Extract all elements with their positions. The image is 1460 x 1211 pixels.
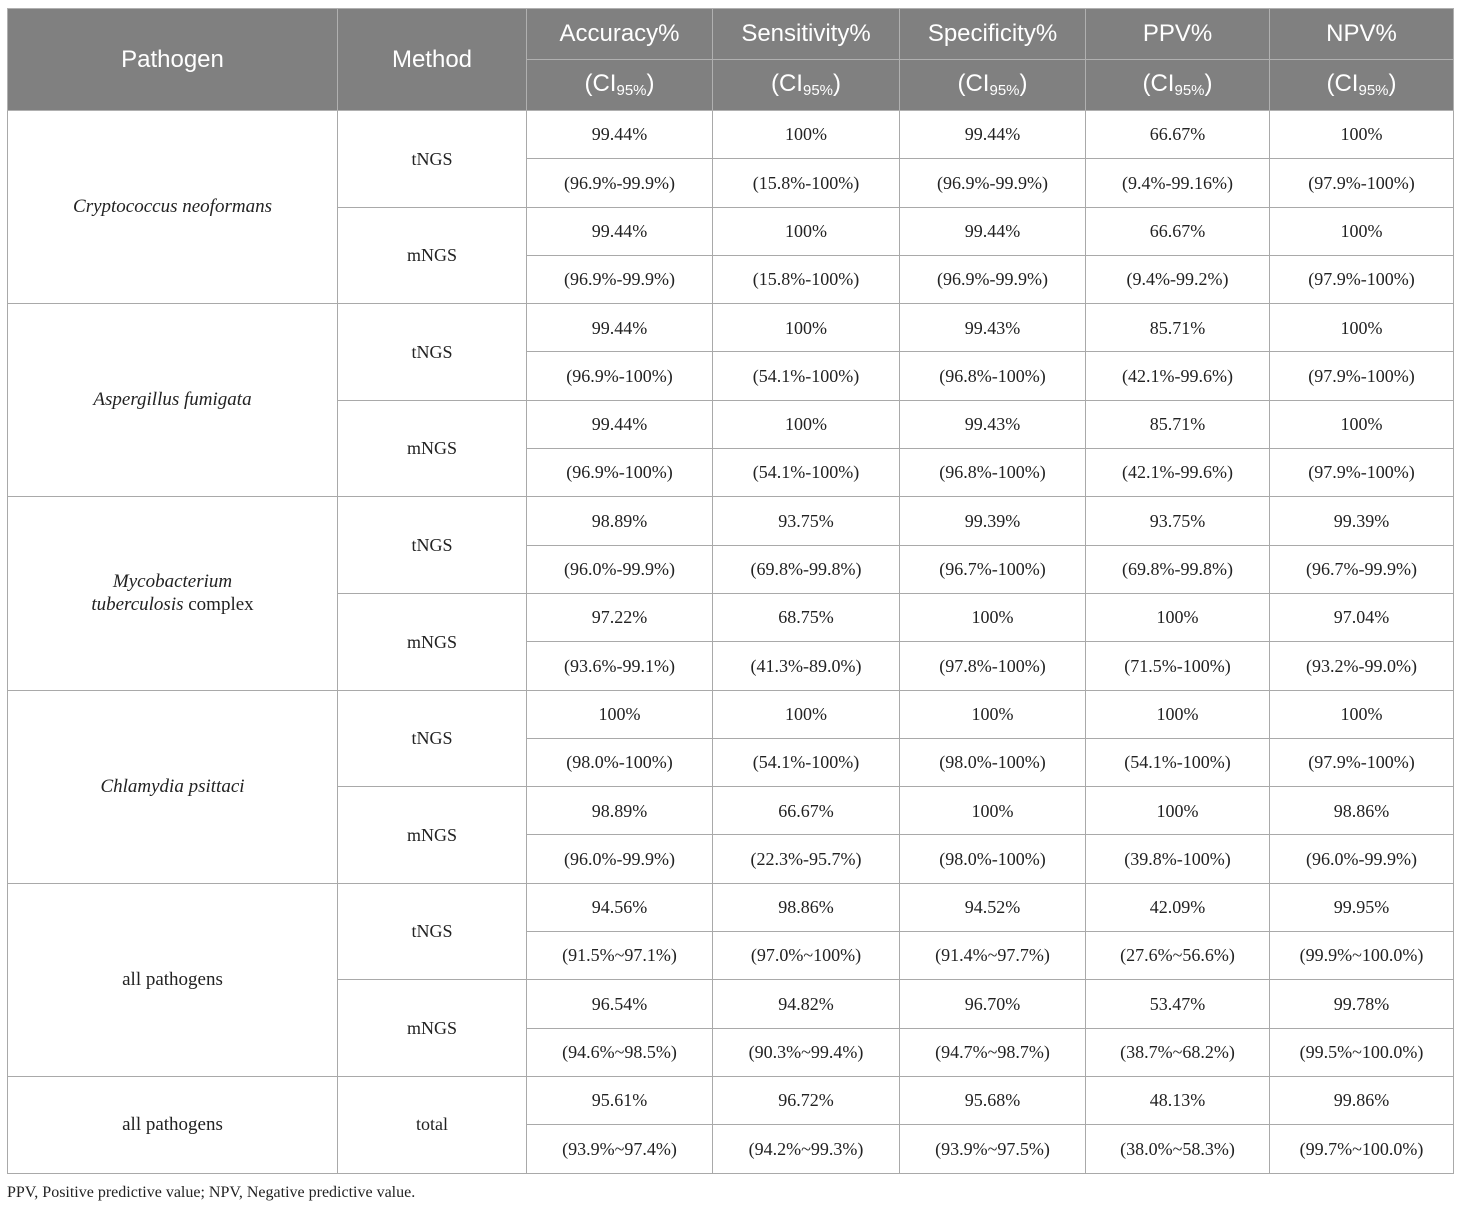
value-cell: 68.75% <box>713 593 900 641</box>
value-cell: 93.75% <box>1086 497 1270 545</box>
ci-cell: (90.3%~99.4%) <box>713 1028 900 1076</box>
header-method: Method <box>338 9 527 111</box>
header-ci: $(CI_{95\%})$ <box>1270 60 1454 111</box>
value-cell: 100% <box>1086 593 1270 641</box>
table-body <box>8 111 1454 1174</box>
ci-cell: (96.0%-99.9%) <box>527 545 713 593</box>
value-cell: 100% <box>900 787 1086 835</box>
pathogen-name-line: Mycobacterium <box>112 570 233 592</box>
value-cell: 66.67% <box>713 787 900 835</box>
table-row <box>8 304 1454 352</box>
method-cell: tNGS <box>338 111 527 208</box>
ci-cell: (99.5%~100.0%) <box>1270 1028 1454 1076</box>
ci-cell: (99.9%~100.0%) <box>1270 932 1454 980</box>
ci-cell: (99.7%~100.0%) <box>1270 1125 1454 1173</box>
value-cell: 99.44% <box>527 207 713 255</box>
method-cell: mNGS <box>338 207 527 304</box>
ci-cell: (96.9%-100%) <box>527 449 713 497</box>
ci-cell: (71.5%-100%) <box>1086 642 1270 690</box>
method-cell: mNGS <box>338 787 527 884</box>
value-cell: 98.89% <box>527 497 713 545</box>
table-row <box>8 111 1454 159</box>
ci-cell: (96.9%-99.9%) <box>527 159 713 207</box>
pathogen-cell <box>8 690 338 883</box>
value-cell: 100% <box>713 400 900 448</box>
value-cell: 98.86% <box>1270 787 1454 835</box>
value-cell: 99.44% <box>527 304 713 352</box>
ci-cell: (98.0%-100%) <box>900 835 1086 883</box>
ci-cell: (97.0%~100%) <box>713 932 900 980</box>
table-row <box>8 497 1454 545</box>
header-ci: $(CI_{95\%})$ <box>900 60 1086 111</box>
method-cell: mNGS <box>338 400 527 497</box>
pathogen-cell <box>8 1076 338 1173</box>
value-cell: 97.22% <box>527 593 713 641</box>
pathogen-name-line: tuberculosis complex <box>91 594 254 616</box>
value-cell: 100% <box>1270 111 1454 159</box>
ci-cell: (93.2%-99.0%) <box>1270 642 1454 690</box>
results-table <box>7 8 1454 1174</box>
pathogen-name-line: all pathogens <box>122 1113 223 1135</box>
method-cell: tNGS <box>338 304 527 401</box>
ci-cell: (69.8%-99.8%) <box>1086 545 1270 593</box>
ci-cell: (93.9%~97.4%) <box>527 1125 713 1173</box>
table-row <box>8 883 1454 931</box>
ci-cell: (54.1%-100%) <box>713 738 900 786</box>
value-cell: 99.39% <box>900 497 1086 545</box>
ci-cell: (98.0%-100%) <box>900 738 1086 786</box>
value-cell: 100% <box>1086 787 1270 835</box>
ci-cell: (54.1%-100%) <box>1086 738 1270 786</box>
footnote: PPV, Positive predictive value; NPV, Negative predictive value. <box>7 1184 416 1201</box>
pathogen-cell <box>8 883 338 1076</box>
ci-cell: (27.6%~56.6%) <box>1086 932 1270 980</box>
header-accuracy: Accuracy% <box>527 9 713 60</box>
value-cell: 96.54% <box>527 980 713 1028</box>
value-cell: 94.56% <box>527 883 713 931</box>
value-cell: 100% <box>713 111 900 159</box>
value-cell: 100% <box>713 207 900 255</box>
ci-cell: (97.9%-100%) <box>1270 738 1454 786</box>
ci-cell: (97.9%-100%) <box>1270 352 1454 400</box>
value-cell: 98.89% <box>527 787 713 835</box>
header-ci: $(CI_{95\%})$ <box>1086 60 1270 111</box>
value-cell: 100% <box>1270 400 1454 448</box>
pathogen-cell <box>8 304 338 497</box>
table-header <box>8 9 1454 111</box>
ci-cell: (9.4%-99.16%) <box>1086 159 1270 207</box>
ci-cell: (69.8%-99.8%) <box>713 545 900 593</box>
value-cell: 100% <box>1270 690 1454 738</box>
header-ppv: PPV% <box>1086 9 1270 60</box>
ci-cell: (96.9%-99.9%) <box>900 159 1086 207</box>
value-cell: 99.44% <box>527 400 713 448</box>
header-ci: $(CI_{95\%})$ <box>527 60 713 111</box>
value-cell: 99.78% <box>1270 980 1454 1028</box>
ci-cell: (9.4%-99.2%) <box>1086 255 1270 303</box>
ci-cell: (42.1%-99.6%) <box>1086 449 1270 497</box>
value-cell: 99.44% <box>527 111 713 159</box>
ci-cell: (96.0%-99.9%) <box>527 835 713 883</box>
value-cell: 94.82% <box>713 980 900 1028</box>
ci-cell: (97.9%-100%) <box>1270 159 1454 207</box>
value-cell: 66.67% <box>1086 207 1270 255</box>
value-cell: 99.95% <box>1270 883 1454 931</box>
value-cell: 99.44% <box>900 207 1086 255</box>
method-cell: tNGS <box>338 883 527 980</box>
ci-cell: (98.0%-100%) <box>527 738 713 786</box>
ci-cell: (22.3%-95.7%) <box>713 835 900 883</box>
ci-cell: (41.3%-89.0%) <box>713 642 900 690</box>
table-row <box>8 1076 1454 1124</box>
method-cell: total <box>338 1076 527 1173</box>
value-cell: 99.39% <box>1270 497 1454 545</box>
value-cell: 93.75% <box>713 497 900 545</box>
table-row <box>8 690 1454 738</box>
value-cell: 42.09% <box>1086 883 1270 931</box>
value-cell: 99.43% <box>900 304 1086 352</box>
ci-cell: (97.9%-100%) <box>1270 255 1454 303</box>
ci-cell: (54.1%-100%) <box>713 352 900 400</box>
value-cell: 66.67% <box>1086 111 1270 159</box>
method-cell: mNGS <box>338 980 527 1077</box>
ci-cell: (93.6%-99.1%) <box>527 642 713 690</box>
value-cell: 97.04% <box>1270 593 1454 641</box>
ci-cell: (97.8%-100%) <box>900 642 1086 690</box>
ci-cell: (96.7%-100%) <box>900 545 1086 593</box>
value-cell: 100% <box>900 690 1086 738</box>
value-cell: 99.44% <box>900 111 1086 159</box>
ci-cell: (96.0%-99.9%) <box>1270 835 1454 883</box>
method-cell: tNGS <box>338 690 527 787</box>
value-cell: 85.71% <box>1086 400 1270 448</box>
pathogen-name-line: Aspergillus fumigata <box>93 389 252 411</box>
header-sensitivity: Sensitivity% <box>713 9 900 60</box>
ci-cell: (96.9%-99.9%) <box>900 255 1086 303</box>
ci-cell: (39.8%-100%) <box>1086 835 1270 883</box>
value-cell: 99.86% <box>1270 1076 1454 1124</box>
value-cell: 96.72% <box>713 1076 900 1124</box>
value-cell: 95.61% <box>527 1076 713 1124</box>
pathogen-cell <box>8 111 338 304</box>
method-cell: tNGS <box>338 497 527 594</box>
ci-cell: (15.8%-100%) <box>713 159 900 207</box>
method-cell: mNGS <box>338 593 527 690</box>
pathogen-name-line: all pathogens <box>122 968 223 990</box>
ci-cell: (42.1%-99.6%) <box>1086 352 1270 400</box>
ci-cell: (96.9%-100%) <box>527 352 713 400</box>
ci-cell: (38.0%~58.3%) <box>1086 1125 1270 1173</box>
ci-cell: (93.9%~97.5%) <box>900 1125 1086 1173</box>
value-cell: 85.71% <box>1086 304 1270 352</box>
value-cell: 53.47% <box>1086 980 1270 1028</box>
value-cell: 100% <box>713 304 900 352</box>
value-cell: 100% <box>713 690 900 738</box>
ci-cell: (94.6%~98.5%) <box>527 1028 713 1076</box>
ci-cell: (94.7%~98.7%) <box>900 1028 1086 1076</box>
ci-cell: (96.7%-99.9%) <box>1270 545 1454 593</box>
value-cell: 48.13% <box>1086 1076 1270 1124</box>
pathogen-name-line: Chlamydia psittaci <box>100 775 245 797</box>
value-cell: 98.86% <box>713 883 900 931</box>
ci-cell: (15.8%-100%) <box>713 255 900 303</box>
ci-cell: (96.8%-100%) <box>900 449 1086 497</box>
value-cell: 100% <box>900 593 1086 641</box>
value-cell: 95.68% <box>900 1076 1086 1124</box>
value-cell: 99.43% <box>900 400 1086 448</box>
value-cell: 94.52% <box>900 883 1086 931</box>
ci-cell: (91.4%~97.7%) <box>900 932 1086 980</box>
ci-cell: (96.9%-99.9%) <box>527 255 713 303</box>
ci-cell: (38.7%~68.2%) <box>1086 1028 1270 1076</box>
header-ci: $(CI_{95\%})$ <box>713 60 900 111</box>
ci-cell: (54.1%-100%) <box>713 449 900 497</box>
header-npv: NPV% <box>1270 9 1454 60</box>
ci-cell: (96.8%-100%) <box>900 352 1086 400</box>
ci-cell: (94.2%~99.3%) <box>713 1125 900 1173</box>
value-cell: 100% <box>527 690 713 738</box>
value-cell: 100% <box>1086 690 1270 738</box>
value-cell: 100% <box>1270 304 1454 352</box>
header-pathogen: Pathogen <box>8 9 338 111</box>
ci-cell: (91.5%~97.1%) <box>527 932 713 980</box>
header-specificity: Specificity% <box>900 9 1086 60</box>
pathogen-name-line: Cryptococcus neoformans <box>73 196 272 218</box>
ci-cell: (97.9%-100%) <box>1270 449 1454 497</box>
value-cell: 100% <box>1270 207 1454 255</box>
value-cell: 96.70% <box>900 980 1086 1028</box>
pathogen-cell <box>8 497 338 690</box>
